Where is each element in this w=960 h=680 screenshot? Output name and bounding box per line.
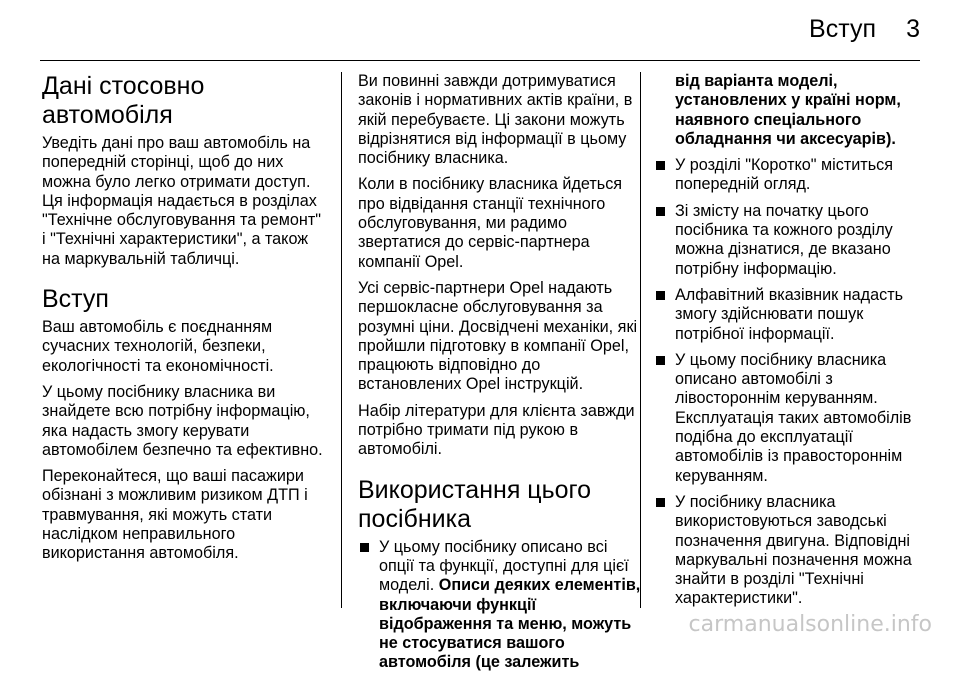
- page-number: 3: [906, 15, 920, 43]
- paragraph: Набір літератури для клієнта завжди потрібно тримати під рукою в автомобілі.: [358, 401, 635, 459]
- watermark: carmanualsonline.info: [688, 612, 932, 637]
- paragraph: Переконайтеся, що ваші пасажири обізнані з можливим ризиком ДТП і травмування, які можуть стати наслідком неправильного використання автомобіля.: [42, 467, 308, 563]
- bullet-text: Алфавітний вказівник надасть змогу здійснювати пошук потрібної інформації.: [675, 285, 904, 343]
- bullet-text: У розділі "Коротко" міститься попередній огляд.: [675, 156, 893, 194]
- page-header-title: Вступ: [809, 15, 876, 43]
- paragraph: У цьому посібнику власника ви знайдете всю потрібну інформацію, яка надасть змогу керувати автомобілем безпечно та ефективно.: [42, 382, 323, 459]
- column-left: [42, 72, 326, 571]
- bullet-text: У цьому посібнику описано всі опції та функції, доступні для цієї моделі.: [379, 537, 629, 595]
- column-middle: [358, 72, 642, 680]
- section-heading-using-manual: Використання цього посібника: [358, 475, 592, 533]
- bullet-item: [654, 351, 924, 486]
- header-divider: [40, 60, 920, 61]
- bullet-text-bold: Описи деяких елементів, включаючи функції відображення та меню, можуть не стосуватися вашого автомобіля (це залежить: [379, 576, 641, 672]
- section-heading-intro: Вступ: [42, 285, 109, 314]
- bullet-item: [358, 538, 642, 673]
- paragraph: Коли в посібнику власника йдеться про відвідання станції технічного обслуговування, ми радимо звертатися до сервіс-партнера компанії Opel.: [358, 175, 623, 271]
- column-right: [654, 72, 924, 616]
- bullet-square-icon: [360, 543, 369, 552]
- column-divider-1: [341, 72, 342, 608]
- bullet-text-bold: від варіанта моделі, установлених у країні норм, наявного спеціального обладнання чи аксесуарів).: [675, 72, 901, 148]
- bullet-item: [654, 493, 924, 609]
- bullet-item: [654, 286, 924, 344]
- bullet-continuation: [654, 72, 924, 149]
- section-heading-vehicle-data: Дані стосовно автомобіля: [42, 72, 205, 129]
- bullet-item: [654, 156, 924, 195]
- paragraph: Уведіть дані про ваш автомобіль на попередній сторінці, щоб до них можна було легко отримати доступ. Ця інформація надається в розділах "Технічне обслуговування та ремонт" і "Технічні характеристики", а також на маркувальній табличці.: [42, 134, 322, 268]
- paragraph: Ваш автомобіль є поєднанням сучасних технологій, безпеки, екологічності та економічності.: [42, 318, 274, 375]
- paragraph: Ви повинні завжди дотримуватися законів і нормативних актів країни, в якій перебуваєте. Ці закони можуть відрізнятися від інформації в цьому посібнику власника.: [358, 72, 633, 168]
- bullet-square-icon: [656, 161, 665, 170]
- bullet-square-icon: [656, 291, 665, 300]
- bullet-item: [654, 202, 924, 279]
- bullet-square-icon: [656, 498, 665, 507]
- bullet-square-icon: [656, 356, 665, 365]
- bullet-text: У посібнику власника використовуються заводські позначення двигуна. Відповідні маркувальні позначення можна знайти в розділі "Технічні характеристики".: [675, 492, 912, 608]
- bullet-text: Зі змісту на початку цього посібника та кожного розділу можна дізнатися, де вказано потрібну інформацію.: [675, 201, 893, 278]
- bullet-text: У цьому посібнику власника описано автомобілі з лівостороннім керуванням. Експлуатація таких автомобілів подібна до експлуатації автомобілів із правостороннім керуванням.: [675, 350, 912, 485]
- paragraph: Усі сервіс-партнери Opel надають першокласне обслуговування за розумні ціни. Досвідчені механіки, які пройшли підготовку в компанії Opel, працюють відповідно до встановлених Opel інструкцій.: [358, 278, 638, 394]
- bullet-square-icon: [656, 207, 665, 216]
